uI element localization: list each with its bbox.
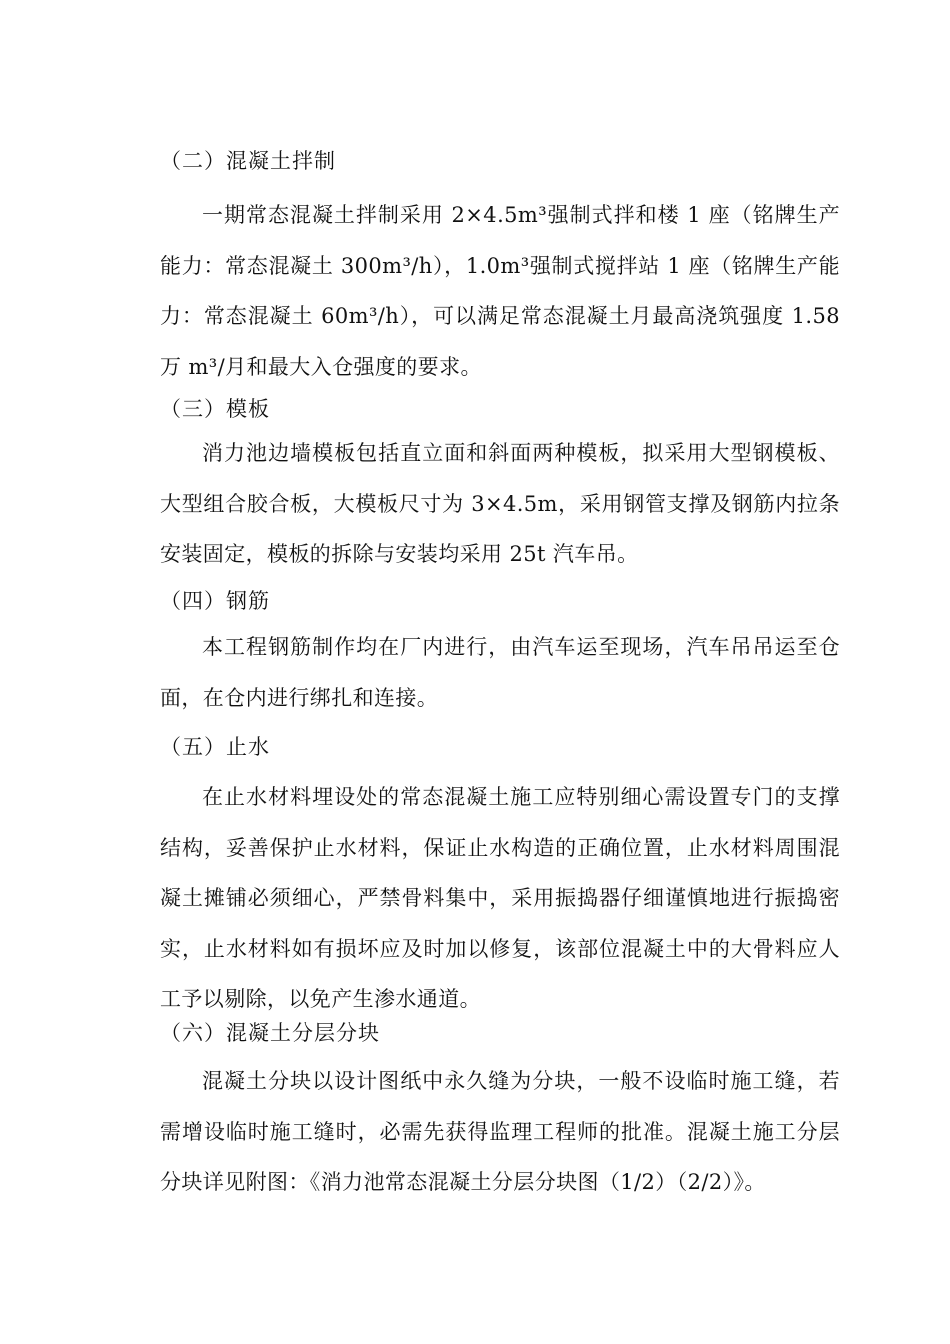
section-heading-layering: （六）混凝土分层分块 <box>160 1021 380 1045</box>
section-body-mixing: 一期常态混凝土拌制采用 2×4.5m³强制式拌和楼 1 座（铭牌生产能力：常态混凝土 300m³/h），1.0m³强制式搅拌站 1 座（铭牌生产能力：常态混凝土 60m³/h），可以满足常态混凝土月最高浇筑强度 1.58 万 m³/月和最大入仓强度的要求。 <box>160 203 840 379</box>
section-heading-rebar: （四）钢筋 <box>160 589 270 613</box>
section-heading-waterstop: （五）止水 <box>160 735 270 759</box>
section-body-formwork: 消力池边墙模板包括直立面和斜面两种模板，拟采用大型钢模板、大型组合胶合板，大模板尺寸为 3×4.5m，采用钢管支撑及钢筋内拉条安装固定，模板的拆除与安装均采用 25t 汽车吊。 <box>160 441 840 566</box>
section-body-rebar: 本工程钢筋制作均在厂内进行，由汽车运至现场，汽车吊吊运至仓面，在仓内进行绑扎和连接。 <box>160 635 840 710</box>
section-body-waterstop: 在止水材料埋设处的常态混凝土施工应特别细心需设置专门的支撑结构，妥善保护止水材料，保证止水构造的正确位置，止水材料周围混凝土摊铺必须细心，严禁骨料集中，采用振捣器仔细谨慎地进行振捣密实，止水材料如有损坏应及时加以修复，该部位混凝土中的大骨料应人工予以剔除，以免产生渗水通道。 <box>160 785 840 1011</box>
section-heading-mixing: （二）混凝土拌制 <box>160 149 336 173</box>
section-heading-formwork: （三）模板 <box>160 397 270 421</box>
section-body-layering: 混凝土分块以设计图纸中永久缝为分块，一般不设临时施工缝，若需增设临时施工缝时，必需先获得监理工程师的批准。混凝土施工分层分块详见附图：《消力池常态混凝土分层分块图（1/2）（2/2）》。 <box>160 1069 840 1194</box>
